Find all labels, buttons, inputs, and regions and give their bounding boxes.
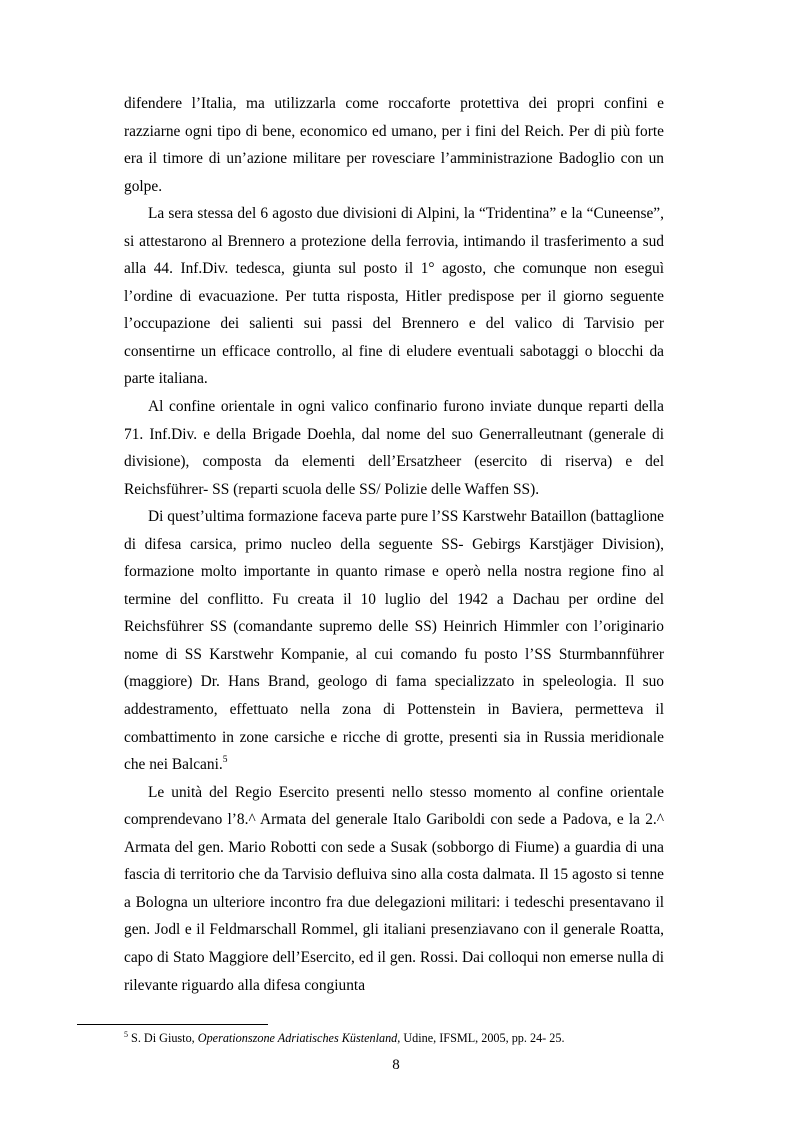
paragraph-3: Al confine orientale in ogni valico confinario furono inviate dunque reparti della 71. Inf.Div. e della Brigade Doehla, dal nome del suo Generralleutnant (generale di divisione), composta da elementi dell’Ersatzheer (esercito di riserva) e del Reichsführer- SS (reparti scuola delle SS/ Polizie delle Waffen SS). xyxy=(124,398,664,498)
paragraph-4-text: Di quest’ultima formazione faceva parte pure l’SS Karstwehr Bataillon (battaglione di difesa carsica, primo nucleo della seguente SS- Gebirgs Karstjäger Division), formazione molto importante in quanto rimase e operò nella nostra regione fino al termine del conflitto. Fu creata il 10 luglio del 1942 a Dachau per ordine del Reichsführer SS (comandante supremo delle SS) Heinrich Himmler con l’originario nome di SS Karstwehr Kompanie, al cui comando fu posto l’SS Sturmbannführer (maggiore) Dr. Hans Brand, geologo di fama specializzato in speleologia. Il suo addestramento, effettuato nella zona di Pottenstein in Baviera, permetteva il combattimento in zone carsiche e ricche di grotte, presenti sia in Russia meridionale che nei Balcani. xyxy=(124,508,664,774)
paragraph-1: difendere l’Italia, ma utilizzarla come roccaforte protettiva dei propri confini e razziarne ogni tipo di bene, economico ed umano, per i fini del Reich. Per di più forte era il timore di un’azione militare per rovesciare l’amministrazione Badoglio con un golpe. xyxy=(124,95,664,195)
paragraph-5: Le unità del Regio Esercito presenti nello stesso momento al confine orientale comprendevano l’8.^ Armata del generale Italo Gariboldi con sede a Padova, e la 2.^ Armata del gen. Mario Robotti con sede a Susak (sobborgo di Fiume) a guardia di una fascia di territorio che da Tarvisio defluiva sino alla costa dalmata. Il 15 agosto si tenne a Bologna un ulteriore incontro fra due delegazioni militari: i tedeschi presentavano il gen. Jodl e il Feldmarschall Rommel, gli italiani presenziavano con il generale Roatta, capo di Stato Maggiore dell’Esercito, ed il gen. Rossi. Dai colloqui non emerse nulla di rilevante riguardo alla difesa congiunta xyxy=(124,783,664,994)
footnote-ref-5[interactable]: 5 xyxy=(222,755,228,766)
footnote-author: S. Di Giusto, xyxy=(131,1031,198,1045)
footnote-separator xyxy=(77,1024,268,1025)
footnote-title: Operationszone Adriatisches Küstenland xyxy=(197,1031,398,1045)
paragraph-2: La sera stessa del 6 agosto due divisioni di Alpini, la “Tridentina” e la “Cuneense”, si attestarono al Brennero a protezione della ferrovia, intimando il trasferimento a sud alla 44. Inf.Div. tedesca, giunta sul posto il 1° agosto, che comunque non eseguì l’ordine di evacuazione. Per tutta risposta, Hitler predispose per il giorno seguente l’occupazione dei salienti sui passi del Brennero e del valico di Tarvisio per consentirne un efficace controllo, al fine di eludere eventuali sabotaggi o blocchi da parte italiana. xyxy=(124,205,664,388)
footnote-5 xyxy=(124,1030,684,1046)
paragraph-4 xyxy=(124,503,664,778)
body-text xyxy=(124,90,664,999)
footnote-number: 5 xyxy=(124,1030,128,1039)
page-number: 8 xyxy=(392,1057,400,1073)
footnote-details: , Udine, IFSML, 2005, pp. 24- 25. xyxy=(397,1031,565,1045)
